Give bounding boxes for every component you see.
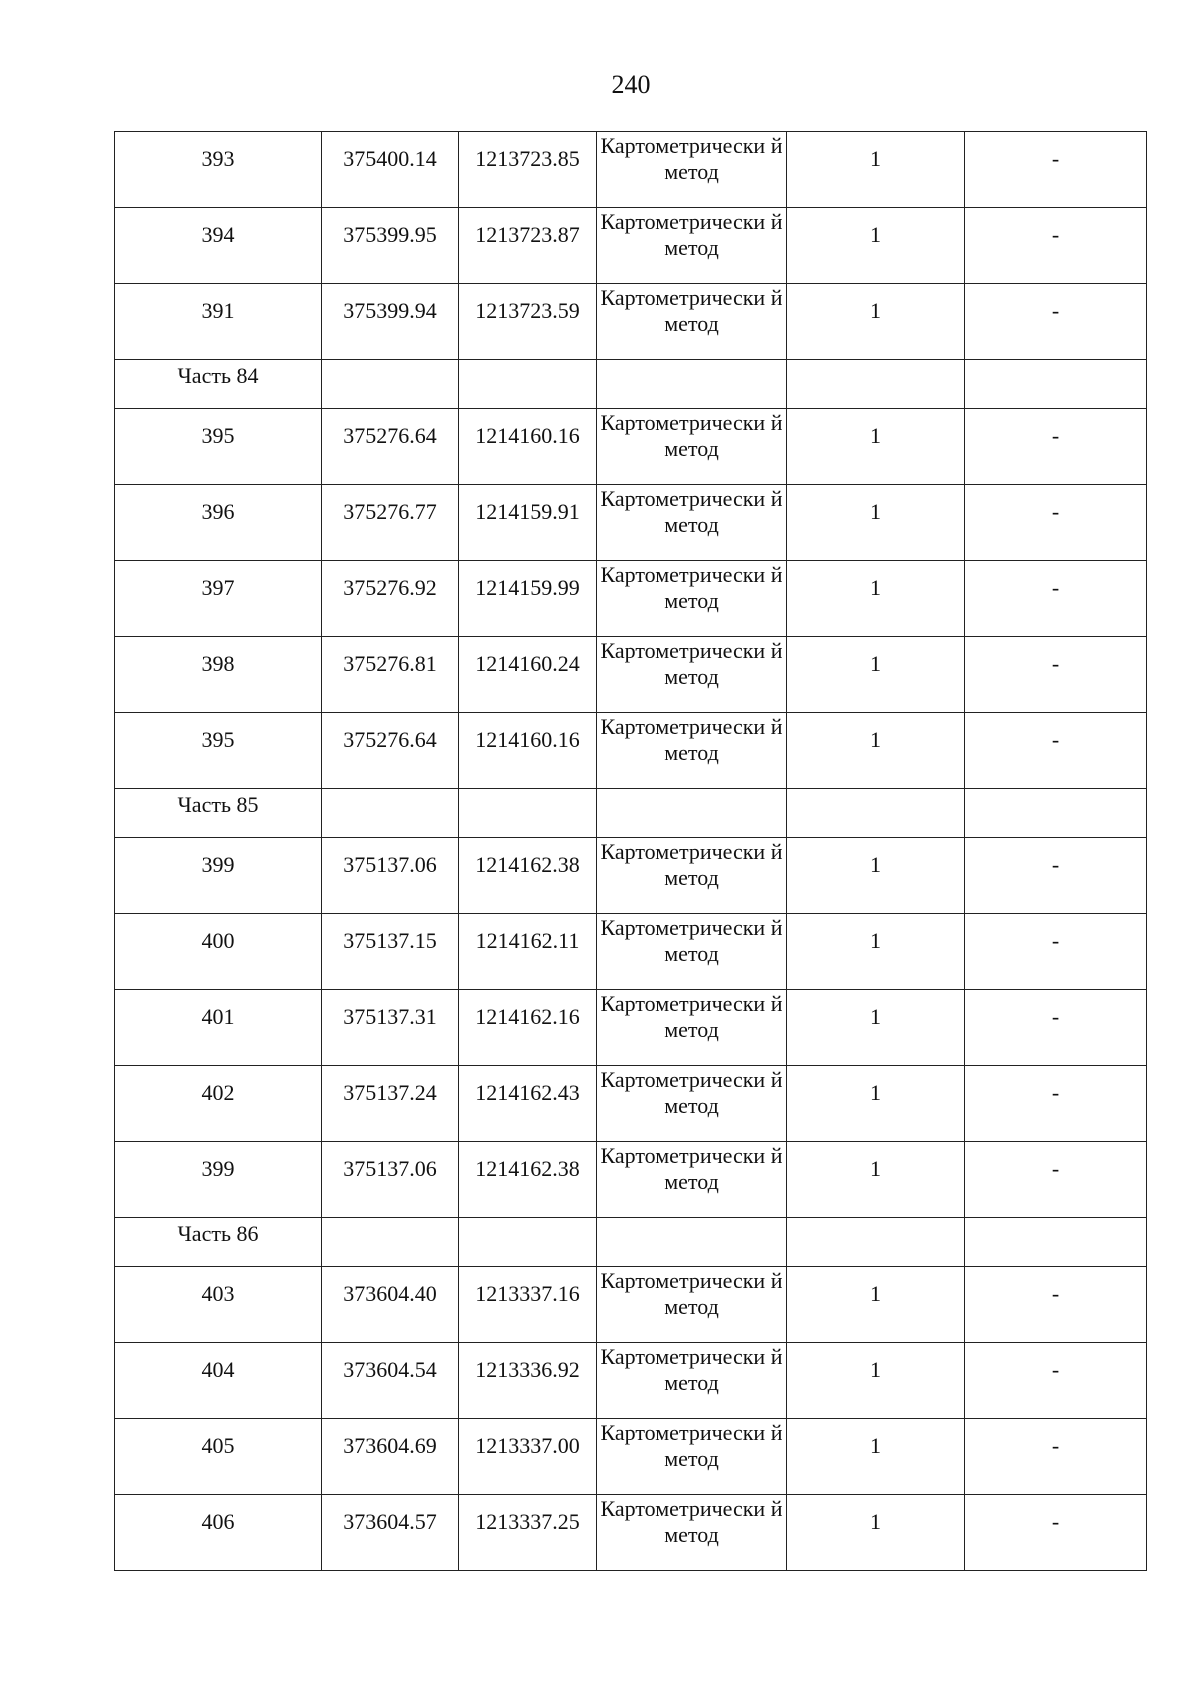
table-row [115,1419,1147,1495]
method-cell: Картометрически й метод [597,208,787,284]
empty-cell [965,1218,1147,1267]
y-coordinate-cell: 1214160.24 [459,637,597,713]
note-cell: - [965,637,1147,713]
page-number: 240 [611,70,651,99]
method-cell: Картометрически й метод [597,637,787,713]
note-cell: - [965,1343,1147,1419]
empty-cell [597,1218,787,1267]
accuracy-cell: 1 [787,409,965,485]
empty-cell [459,789,597,838]
accuracy-cell: 1 [787,208,965,284]
x-coordinate-cell: 375137.24 [322,1066,459,1142]
accuracy-cell: 1 [787,284,965,360]
accuracy-cell: 1 [787,1343,965,1419]
method-cell: Картометрически й метод [597,485,787,561]
table-row [115,132,1147,208]
note-cell: - [965,914,1147,990]
point-id-cell: 401 [115,990,322,1066]
note-cell: - [965,1142,1147,1218]
accuracy-cell: 1 [787,838,965,914]
note-cell: - [965,485,1147,561]
accuracy-cell: 1 [787,132,965,208]
part-label: Часть 86 [115,1218,322,1267]
x-coordinate-cell: 373604.69 [322,1419,459,1495]
empty-cell [459,360,597,409]
y-coordinate-cell: 1213337.16 [459,1267,597,1343]
accuracy-cell: 1 [787,990,965,1066]
method-cell: Картометрически й метод [597,1267,787,1343]
y-coordinate-cell: 1213723.85 [459,132,597,208]
y-coordinate-cell: 1213723.59 [459,284,597,360]
table-row [115,485,1147,561]
point-id-cell: 400 [115,914,322,990]
empty-cell [787,360,965,409]
method-cell: Картометрически й метод [597,1343,787,1419]
part-header-row [115,1218,1147,1267]
empty-cell [322,789,459,838]
method-cell: Картометрически й метод [597,1066,787,1142]
table-row [115,990,1147,1066]
note-cell: - [965,1066,1147,1142]
y-coordinate-cell: 1213336.92 [459,1343,597,1419]
x-coordinate-cell: 373604.40 [322,1267,459,1343]
y-coordinate-cell: 1214162.38 [459,1142,597,1218]
method-cell: Картометрически й метод [597,284,787,360]
x-coordinate-cell: 375137.06 [322,1142,459,1218]
point-id-cell: 403 [115,1267,322,1343]
coordinates-table [114,131,1147,1571]
accuracy-cell: 1 [787,1066,965,1142]
accuracy-cell: 1 [787,914,965,990]
table-row [115,1343,1147,1419]
x-coordinate-cell: 373604.57 [322,1495,459,1571]
x-coordinate-cell: 375276.81 [322,637,459,713]
point-id-cell: 399 [115,1142,322,1218]
note-cell: - [965,409,1147,485]
x-coordinate-cell: 373604.54 [322,1343,459,1419]
x-coordinate-cell: 375399.95 [322,208,459,284]
method-cell: Картометрически й метод [597,1142,787,1218]
x-coordinate-cell: 375276.64 [322,713,459,789]
y-coordinate-cell: 1214162.11 [459,914,597,990]
table-row [115,637,1147,713]
empty-cell [787,1218,965,1267]
empty-cell [965,360,1147,409]
note-cell: - [965,838,1147,914]
y-coordinate-cell: 1213337.25 [459,1495,597,1571]
note-cell: - [965,1495,1147,1571]
table-row [115,838,1147,914]
point-id-cell: 402 [115,1066,322,1142]
y-coordinate-cell: 1214160.16 [459,409,597,485]
empty-cell [965,789,1147,838]
point-id-cell: 399 [115,838,322,914]
method-cell: Картометрически й метод [597,132,787,208]
x-coordinate-cell: 375137.31 [322,990,459,1066]
note-cell: - [965,208,1147,284]
y-coordinate-cell: 1213337.00 [459,1419,597,1495]
table-row [115,208,1147,284]
table-row [115,1066,1147,1142]
method-cell: Картометрически й метод [597,713,787,789]
table-row [115,1495,1147,1571]
point-id-cell: 405 [115,1419,322,1495]
table-row [115,561,1147,637]
x-coordinate-cell: 375276.92 [322,561,459,637]
x-coordinate-cell: 375276.64 [322,409,459,485]
accuracy-cell: 1 [787,713,965,789]
y-coordinate-cell: 1214162.38 [459,838,597,914]
accuracy-cell: 1 [787,561,965,637]
x-coordinate-cell: 375137.06 [322,838,459,914]
accuracy-cell: 1 [787,485,965,561]
table-row [115,1142,1147,1218]
point-id-cell: 391 [115,284,322,360]
note-cell: - [965,1267,1147,1343]
note-cell: - [965,990,1147,1066]
part-header-row [115,789,1147,838]
point-id-cell: 394 [115,208,322,284]
accuracy-cell: 1 [787,1495,965,1571]
x-coordinate-cell: 375276.77 [322,485,459,561]
point-id-cell: 395 [115,409,322,485]
point-id-cell: 393 [115,132,322,208]
point-id-cell: 396 [115,485,322,561]
accuracy-cell: 1 [787,1142,965,1218]
part-label: Часть 85 [115,789,322,838]
empty-cell [459,1218,597,1267]
y-coordinate-cell: 1214160.16 [459,713,597,789]
point-id-cell: 397 [115,561,322,637]
part-label: Часть 84 [115,360,322,409]
method-cell: Картометрически й метод [597,561,787,637]
y-coordinate-cell: 1214162.43 [459,1066,597,1142]
y-coordinate-cell: 1214159.99 [459,561,597,637]
method-cell: Картометрически й метод [597,1419,787,1495]
note-cell: - [965,284,1147,360]
empty-cell [322,1218,459,1267]
method-cell: Картометрически й метод [597,914,787,990]
table-row [115,713,1147,789]
empty-cell [597,360,787,409]
y-coordinate-cell: 1214162.16 [459,990,597,1066]
note-cell: - [965,1419,1147,1495]
accuracy-cell: 1 [787,1267,965,1343]
note-cell: - [965,132,1147,208]
x-coordinate-cell: 375399.94 [322,284,459,360]
coordinates-table-body [115,132,1147,1571]
accuracy-cell: 1 [787,637,965,713]
note-cell: - [965,713,1147,789]
accuracy-cell: 1 [787,1419,965,1495]
point-id-cell: 406 [115,1495,322,1571]
method-cell: Картометрически й метод [597,1495,787,1571]
method-cell: Картометрически й метод [597,838,787,914]
note-cell: - [965,561,1147,637]
point-id-cell: 398 [115,637,322,713]
y-coordinate-cell: 1213723.87 [459,208,597,284]
table-row [115,284,1147,360]
table-row [115,914,1147,990]
x-coordinate-cell: 375137.15 [322,914,459,990]
y-coordinate-cell: 1214159.91 [459,485,597,561]
empty-cell [597,789,787,838]
method-cell: Картометрически й метод [597,409,787,485]
method-cell: Картометрически й метод [597,990,787,1066]
part-header-row [115,360,1147,409]
table-row [115,1267,1147,1343]
empty-cell [322,360,459,409]
x-coordinate-cell: 375400.14 [322,132,459,208]
table-row [115,409,1147,485]
point-id-cell: 404 [115,1343,322,1419]
empty-cell [787,789,965,838]
point-id-cell: 395 [115,713,322,789]
